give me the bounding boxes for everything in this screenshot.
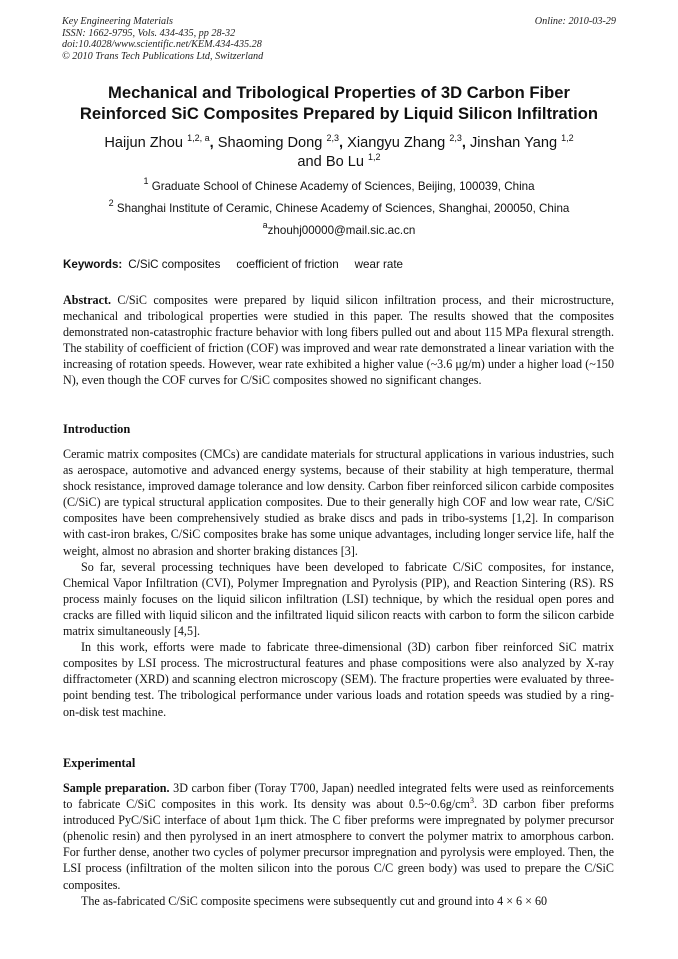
affiliation-2: [40, 198, 638, 216]
author-name: Jinshan Yang: [470, 135, 558, 151]
abstract: [63, 292, 614, 389]
author-affil-sup: 2,3: [449, 133, 462, 143]
author-separator: ,: [338, 135, 344, 151]
author-list: [40, 134, 638, 172]
paragraph-text: . 3D carbon fiber preforms introduced PyC/SiC interface of about 1μm thick. The C fiber preforms were impregnated by polymer precursor (phenolic resin) and then pyrolysed in an inert atmosphere to convert the polymer matrix to amorphous carbon. For further dense, another two cycles of polymer precursor impregnation and pyrolysis were employed. Then, the LSI process (infiltration of the molten silicon into the porous C/C green body) was used to prepare the C/SiC composites.: [63, 797, 614, 892]
keyword: wear rate: [354, 258, 403, 271]
author-name: Haijun Zhou: [104, 135, 184, 151]
author-affil-sup: 1,2, a: [187, 133, 210, 143]
abstract-label: Abstract.: [63, 293, 112, 307]
author-affil-sup: 2,3: [326, 133, 339, 143]
title-line-1: Mechanical and Tribological Properties of 3D Carbon Fiber: [108, 83, 570, 102]
section-heading-introduction: Introduction: [63, 422, 131, 436]
author-affil-sup: 1,2: [368, 152, 381, 162]
affiliation-1: [40, 176, 638, 194]
author-separator: ,: [209, 135, 214, 151]
paragraph-text: 3D carbon fiber (Toray T700, Japan) needled integrated felts were used as reinforcements to fabricate C/SiC composites in this work. Its density was about 0.5~0.6g/cm: [63, 781, 614, 812]
paper-title: [40, 82, 638, 124]
affiliation-text: Graduate School of Chinese Academy of Sciences, Beijing, 100039, China: [151, 180, 535, 193]
journal-header: [62, 16, 616, 62]
issn-line: ISSN: 1662-9795, Vols. 434-435, pp 28-32: [62, 27, 236, 39]
abstract-text: C/SiC composites were prepared by liquid silicon infiltration process, and their microstructure, mechanical and tribological properties were studied in this paper. The results showed that the composites demonstrated non-catastrophic fracture behavior with long fibers pulled out and about 115 MPa flexural strength. The stability of coefficient of friction (COF) was improved and wear rate demonstrated a linear variation with the increasing of rotation speeds. However, wear rate exhibited a higher value (~3.6 μg/m) under a higher load (~150 N), even though the COF curves for C/SiC composites showed no significant changes.: [63, 293, 614, 388]
affiliation-sup: a: [262, 220, 268, 230]
affiliation-sup: 1: [143, 176, 149, 186]
author-name: Shaoming Dong: [217, 135, 323, 151]
keywords-label: Keywords:: [63, 258, 123, 271]
affiliation-text: Shanghai Institute of Ceramic, Chinese Academy of Sciences, Shanghai, 200050, China: [116, 202, 570, 215]
journal-name: Key Engineering Materials: [62, 16, 173, 27]
author-separator: ,: [461, 135, 466, 151]
introduction-body: [63, 446, 614, 720]
paragraph: [63, 780, 614, 893]
subsection-label: Sample preparation.: [63, 781, 170, 795]
author-conjunction: and: [297, 154, 322, 170]
keywords: [63, 258, 623, 272]
keyword: coefficient of friction: [236, 258, 339, 271]
author-name: Xiangyu Zhang: [347, 135, 446, 151]
experimental-body: [63, 780, 614, 909]
section-heading-experimental: Experimental: [63, 756, 136, 770]
online-date: Online: 2010-03-29: [534, 16, 616, 27]
paragraph: So far, several processing techniques have been developed to fabricate C/SiC composites, for instance, Chemical Vapor Infiltration (CVI), Polymer Impregnation and Pyrolysis (PIP), and Reaction Sintering (RS). RS process mainly focuses on the liquid silicon infiltration (LSI) technique, by which the residual open pores and cracks are filled with liquid silicon and the infiltrated liquid silicon reacts with carbon to form the silicon carbide matrix simultaneously [4,5].: [63, 559, 614, 639]
copyright-line: © 2010 Trans Tech Publications Ltd, Switzerland: [62, 50, 264, 62]
title-line-2: Reinforced SiC Composites Prepared by Liquid Silicon Infiltration: [79, 104, 599, 123]
author-affil-sup: 1,2: [561, 133, 574, 143]
doi-line: doi:10.4028/www.scientific.net/KEM.434-435.28: [62, 39, 262, 51]
email-text: zhouhj00000@mail.sic.ac.cn: [267, 224, 416, 237]
keyword: C/SiC composites: [128, 258, 221, 271]
superscript: 3: [469, 796, 474, 806]
author-email: [40, 220, 638, 238]
affiliation-sup: 2: [108, 198, 114, 208]
paragraph: The as-fabricated C/SiC composite specimens were subsequently cut and ground into 4 × 6 × 60: [81, 893, 548, 908]
paragraph: In this work, efforts were made to fabricate three-dimensional (3D) carbon fiber reinforced SiC matrix composites by LSI process. The microstructural features and phase compositions were also analyzed by X-ray diffractometer (XRD) and scanning electron microscopy (SEM). The fracture properties were evaluated by three-point bending test. The tribological performance under various loads and rotation speeds was studied by a ring-on-disk test machine.: [63, 640, 614, 719]
paragraph: Ceramic matrix composites (CMCs) are candidate materials for structural applications in various industries, such as aerospace, automotive and advanced energy systems, because of their stability at high temperature, thermal shock resistance, improved damage tolerance and low density. Carbon fiber reinforced silicon carbide composites (C/SiC) are typical structural application composites. Due to their generally high COF and low wear rate, C/SiC composites have been comprehensively studied as brake discs and pads in tribo-systems [1,2]. In comparison with cast-iron brakes, C/SiC composites brake has some unique advantages, including longer service life, half the weight, almost no abrasion and shorter braking distances [3].: [63, 447, 614, 558]
author-name: Bo Lu: [325, 154, 364, 170]
